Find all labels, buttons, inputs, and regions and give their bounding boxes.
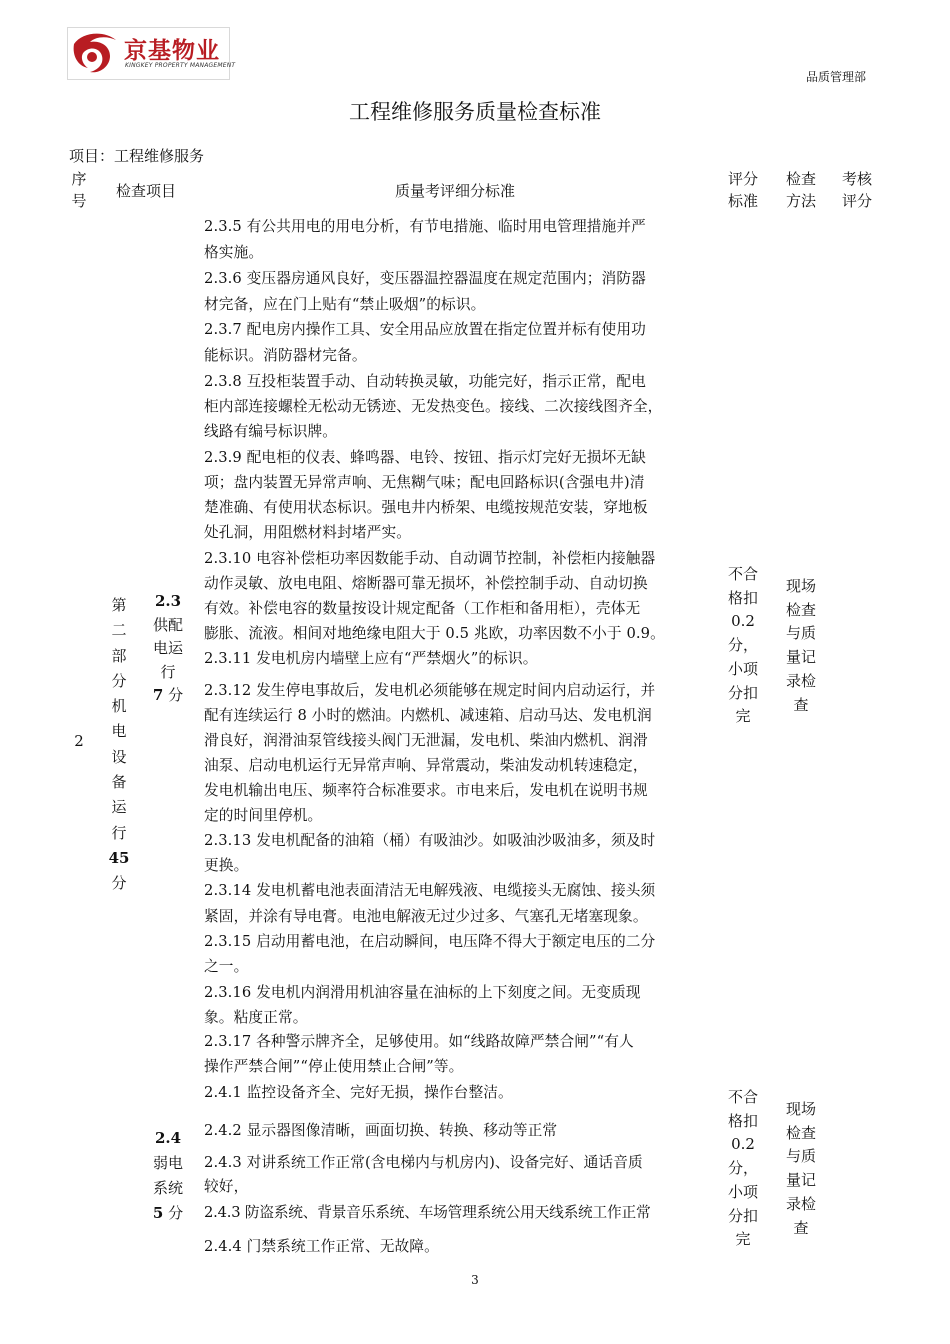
document-title: 工程维修服务质量检查标准 (349, 100, 601, 124)
logo-mark-icon (70, 30, 122, 76)
standard-line: 更换。 (204, 857, 249, 874)
standard-line: 动作灵敏、放电电阻、熔断器可靠无损坏，补偿控制手动、自动切换 (204, 575, 648, 592)
standard-line: 项；盘内装置无异常声响、无焦糊气味；配电回路标识(含强电井)清 (204, 474, 645, 491)
standard-line: 定的时间里停机。 (204, 807, 323, 824)
standard-line: 2.4.4 门禁系统工作正常、无故障。 (204, 1238, 439, 1255)
col-header-item: 检查项目 (115, 182, 176, 200)
standard-line: 2.3.16 发电机内润滑用机油容量在油标的上下刻度之间。无变质现 (204, 984, 641, 1001)
company-logo (67, 27, 236, 80)
group-2-4-check-method: 现场 检查 与质 量记 录检 查 (785, 1100, 816, 1237)
standard-line: 配有连续运行 8 小时的燃油。内燃机、减速箱、启动马达、发电机润 (204, 707, 652, 724)
standard-line: 楚准确、有使用状态标识。强电井内桥架、电缆按规范安装，穿地板 (204, 499, 648, 516)
standard-line: 2.4.2 显示器图像清晰，画面切换、转换、移动等正常 (204, 1122, 558, 1139)
standard-line: 2.3.9 配电柜的仪表、蜂鸣器、电铃、按钮、指示灯完好无损坏无缺 (204, 449, 646, 466)
standard-line: 格实施。 (204, 244, 264, 261)
project-label: 项目：工程维修服务 (69, 147, 205, 165)
group-2-4-scoring-standard: 不合 格扣 0.2 分， 小项 分扣 完 (727, 1088, 758, 1249)
col-header-method: 检查 方法 (785, 170, 816, 210)
standard-line: 2.3.7 配电房内操作工具、安全用品应放置在指定位置并标有使用功 (204, 321, 646, 338)
logo-text-en: KINGKEY PROPERTY MANAGEMENT (125, 62, 236, 69)
section-label: 第 二 部 分 机 电 设 备 运 行 45 分 (108, 596, 130, 893)
group-2-4-label: 2.4 弱电 系统 5 分 (152, 1129, 184, 1222)
col-header-scoring: 评分 标准 (727, 170, 758, 210)
standard-line: 滑良好，润滑油泵管线接头阀门无泄漏，发电机、柴油内燃机、润滑 (204, 732, 648, 749)
group-2-3-label: 2.3 供配 电运 行 7 分 (152, 592, 184, 704)
standard-line: 较好， (204, 1178, 249, 1195)
standard-line: 2.4.3 防盗系统、背景音乐系统、车场管理系统公用天线系统工作正常 (204, 1204, 651, 1221)
standard-line: 2.3.5 有公共用电的用电分析，有节电措施、临时用电管理措施并严 (204, 218, 646, 235)
standard-line: 2.3.12 发生停电事故后，发电机必须能够在规定时间内启动运行，并 (204, 682, 656, 699)
department-label: 品质管理部 (805, 70, 866, 84)
standard-line: 之一。 (204, 958, 249, 975)
standard-line: 2.3.15 启动用蓄电池，在启动瞬间，电压降不得大于额定电压的二分 (204, 933, 656, 950)
group-2-3-scoring-standard: 不合 格扣 0.2 分， 小项 分扣 完 (727, 565, 758, 726)
standard-line: 2.3.10 电容补偿柜功率因数能手动、自动调节控制，补偿柜内接触器 (204, 550, 656, 567)
standard-line: 材完备，应在门上贴有“禁止吸烟”的标识。 (204, 296, 486, 313)
standard-line: 2.3.6 变压器房通风良好，变压器温控器温度在规定范围内；消防器 (204, 270, 646, 287)
standard-line: 2.3.13 发电机配备的油箱（桶）有吸油沙。如吸油沙吸油多，须及时 (204, 832, 656, 849)
standard-line: 柜内部连接螺栓无松动无锈迹、无发热变色。接线、二次接线图齐全， (204, 398, 663, 415)
page-number: 3 (471, 1273, 479, 1287)
col-header-score: 考核 评分 (841, 170, 872, 210)
standard-line: 油泵、启动电机运行无异常声响、异常震动，柴油发动机转速稳定， (204, 757, 648, 774)
standard-line: 2.4.3 对讲系统工作正常(含电梯内与机房内)、设备完好、通话音质 (204, 1154, 643, 1171)
standard-line: 2.3.17 各种警示牌齐全，足够使用。如“线路故障严禁合闸”“有人 (204, 1033, 634, 1050)
standard-line: 2.3.11 发电机房内墙壁上应有“严禁烟火”的标识。 (204, 650, 538, 667)
standard-line: 能标识。消防器材完备。 (204, 347, 367, 364)
standard-line: 发电机输出电压、频率符合标准要求。市电来后，发电机在说明书规 (204, 782, 648, 799)
standard-line: 2.3.8 互投柜装置手动、自动转换灵敏，功能完好，指示正常，配电 (204, 373, 646, 390)
standard-line: 处孔洞，用阻燃材料封堵严实。 (204, 524, 412, 541)
col-header-seq: 序 号 (71, 170, 87, 210)
standard-line: 象。粘度正常。 (204, 1009, 308, 1026)
standard-line: 2.4.1 监控设备齐全、完好无损，操作台整洁。 (204, 1084, 513, 1101)
standard-line: 紧固，并涂有导电膏。电池电解液无过少过多、气塞孔无堵塞现象。 (204, 908, 648, 925)
standard-line: 2.3.14 发电机蓄电池表面清洁无电解残液、电缆接头无腐蚀、接头须 (204, 882, 656, 899)
standard-line: 膨胀、流液。相间对地绝缘电阻大于 0.5 兆欧，功率因数不小于 0.9。 (204, 625, 665, 642)
col-header-standard: 质量考评细分标准 (394, 182, 515, 200)
logo-text-cn: 京基物业 (124, 38, 220, 64)
standard-line: 线路有编号标识牌。 (204, 423, 338, 440)
group-2-3-check-method: 现场 检查 与质 量记 录检 查 (785, 577, 816, 714)
row-seq-number: 2 (74, 732, 84, 750)
standard-line: 操作严禁合闸”“停止使用禁止合闸”等。 (204, 1058, 464, 1075)
standard-line: 有效。补偿电容的数量按设计规定配备（工作柜和备用柜），壳体无 (204, 600, 641, 617)
